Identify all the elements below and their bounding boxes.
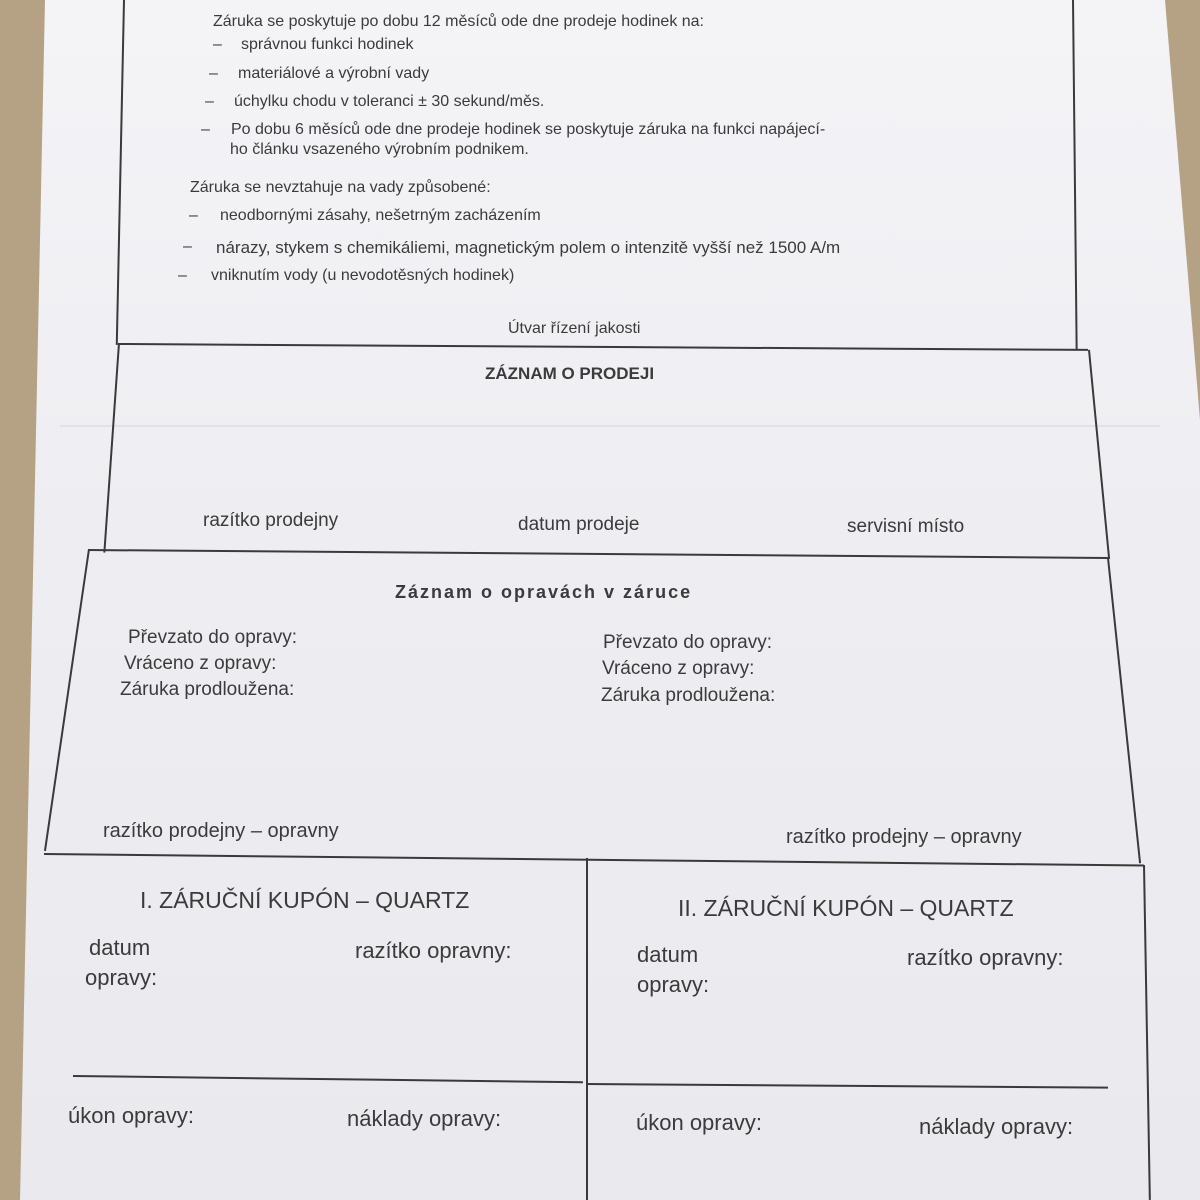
paper-crease	[60, 425, 1160, 427]
coupon-1-cost-label: náklady opravy:	[347, 1106, 502, 1131]
coupon-2-date-label: datum	[637, 942, 699, 967]
dash: –	[201, 121, 210, 138]
repair-stamp-left: razítko prodejny – opravny	[103, 820, 339, 842]
dash: –	[205, 93, 214, 110]
coupon-1-stamp-label: razítko opravny:	[355, 938, 512, 963]
coupon-1-title: I. ZÁRUČNÍ KUPÓN – QUARTZ	[140, 887, 470, 913]
dash: –	[209, 65, 218, 82]
warranty-item-4-cont: ho článku vsazeného výrobním podnikem.	[230, 141, 529, 158]
coupon-2-title: II. ZÁRUČNÍ KUPÓN – QUARTZ	[678, 895, 1014, 921]
coupon-1-date-label-2: opravy:	[85, 965, 158, 990]
extended-label-left: Záruka prodloužena:	[120, 679, 295, 700]
dash: –	[178, 267, 187, 284]
warranty-item-4: Po dobu 6 měsíců ode dne prodeje hodinek se poskytuje záruka na funkci napájecí-	[231, 121, 826, 138]
dash: –	[183, 238, 192, 255]
coupon-2-action-label: úkon opravy:	[636, 1110, 762, 1135]
exclusion-3: vniknutím vody (u nevodotěsných hodinek)	[211, 267, 515, 284]
coupon-1-action-label: úkon opravy:	[68, 1103, 194, 1128]
returned-label-left: Vráceno z opravy:	[124, 653, 277, 674]
repair-stamp-right: razítko prodejny – opravny	[786, 826, 1022, 848]
received-label-left: Převzato do opravy:	[128, 627, 297, 648]
warranty-item-2: materiálové a výrobní vady	[238, 65, 430, 82]
coupon-2-date-label-2: opravy:	[637, 972, 710, 997]
coupon-2-cost-label: náklady opravy:	[919, 1114, 1074, 1139]
dash: –	[189, 207, 198, 224]
coupon-1-date-label: datum	[89, 935, 151, 960]
warranty-intro: Záruka se poskytuje po dobu 12 měsíců ode dne prodeje hodinek na:	[213, 13, 704, 30]
service-place-label: servisní místo	[847, 516, 965, 537]
coupon-2-stamp-label: razítko opravny:	[907, 945, 1064, 970]
received-label-right: Převzato do opravy:	[603, 632, 772, 653]
extended-label-right: Záruka prodloužena:	[601, 685, 776, 706]
quality-dept-signature: Útvar řízení jakosti	[508, 320, 641, 337]
repair-record-title: Záznam o opravách v záruce	[395, 582, 693, 602]
exclusion-1: neodbornými zásahy, nešetrným zacházením	[220, 207, 541, 224]
exclusion-2: nárazy, stykem s chemikáliemi, magnetickým polem o intenzitě vyšší než 1500 A/m	[216, 238, 841, 257]
exclusion-intro: Záruka se nevztahuje na vady způsobené:	[190, 179, 491, 196]
warranty-item-1: správnou funkci hodinek	[241, 36, 414, 53]
sale-record-title: ZÁZNAM O PRODEJI	[485, 364, 655, 383]
dash: –	[213, 36, 222, 53]
warranty-item-3: úchylku chodu v toleranci ± 30 sekund/měs.	[234, 93, 545, 110]
returned-label-right: Vráceno z opravy:	[602, 658, 755, 679]
sale-stamp-label: razítko prodejny	[203, 510, 339, 531]
sale-date-label: datum prodeje	[518, 514, 640, 535]
coupon-divider	[586, 858, 588, 1200]
